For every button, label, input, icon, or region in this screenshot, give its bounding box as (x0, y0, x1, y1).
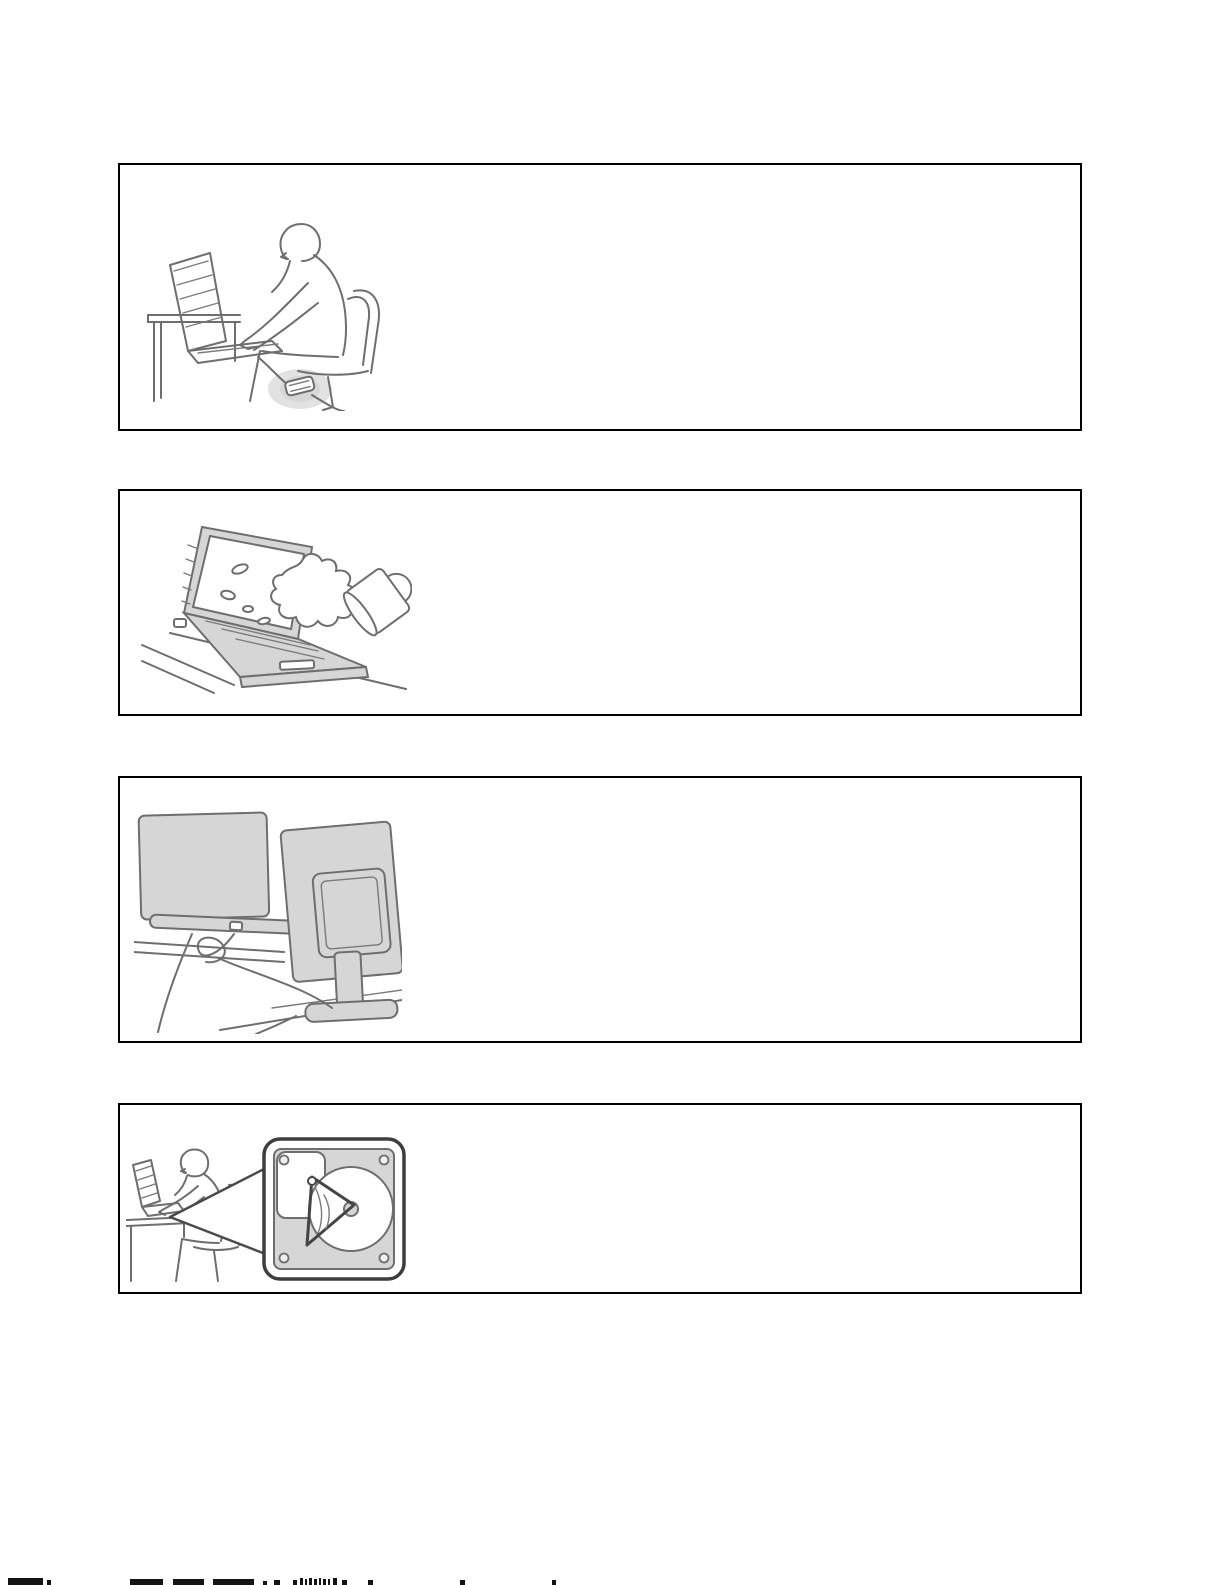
clipped-text-fragment (552, 1580, 556, 1585)
clipped-text-fragment (314, 1579, 317, 1585)
laptop (133, 1160, 184, 1216)
clipped-text-line (0, 1576, 620, 1585)
clipped-text-fragment (130, 1579, 163, 1585)
clipped-text-fragment (319, 1578, 321, 1585)
clipped-text-fragment (342, 1580, 347, 1585)
clipped-text-fragment (300, 1578, 303, 1585)
clipped-text-fragment (460, 1580, 465, 1585)
clipped-text-fragment (305, 1579, 307, 1585)
laptop-monitor-cables-illustration (134, 794, 402, 1034)
figure-box-disconnect-cables (118, 776, 1082, 1043)
hard-drive-callout-illustration (126, 1133, 420, 1285)
laptop (170, 253, 282, 363)
clipped-text-fragment (263, 1581, 267, 1585)
laptop-liquid-spill-illustration (140, 515, 412, 711)
clipped-text-fragment (323, 1579, 326, 1585)
figure-box-storage-drive (118, 1103, 1082, 1294)
figure-box-ac-adapter (118, 163, 1082, 431)
clipped-text-fragment (293, 1580, 297, 1585)
figure-box-liquid-spill (118, 489, 1082, 716)
clipped-text-fragment (173, 1579, 204, 1585)
clipped-text-fragment (274, 1580, 280, 1585)
clipped-text-fragment (213, 1579, 254, 1585)
clipped-text-fragment (8, 1578, 43, 1585)
clipped-text-fragment (309, 1578, 312, 1585)
cup (339, 558, 412, 639)
clipped-text-fragment (333, 1578, 337, 1585)
clipped-text-fragment (368, 1580, 373, 1585)
clipped-text-fragment (328, 1579, 330, 1585)
clipped-text-fragment (47, 1580, 51, 1585)
hard-disk-drive (264, 1139, 404, 1279)
person-laptop-ac-adapter-illustration (140, 193, 395, 411)
